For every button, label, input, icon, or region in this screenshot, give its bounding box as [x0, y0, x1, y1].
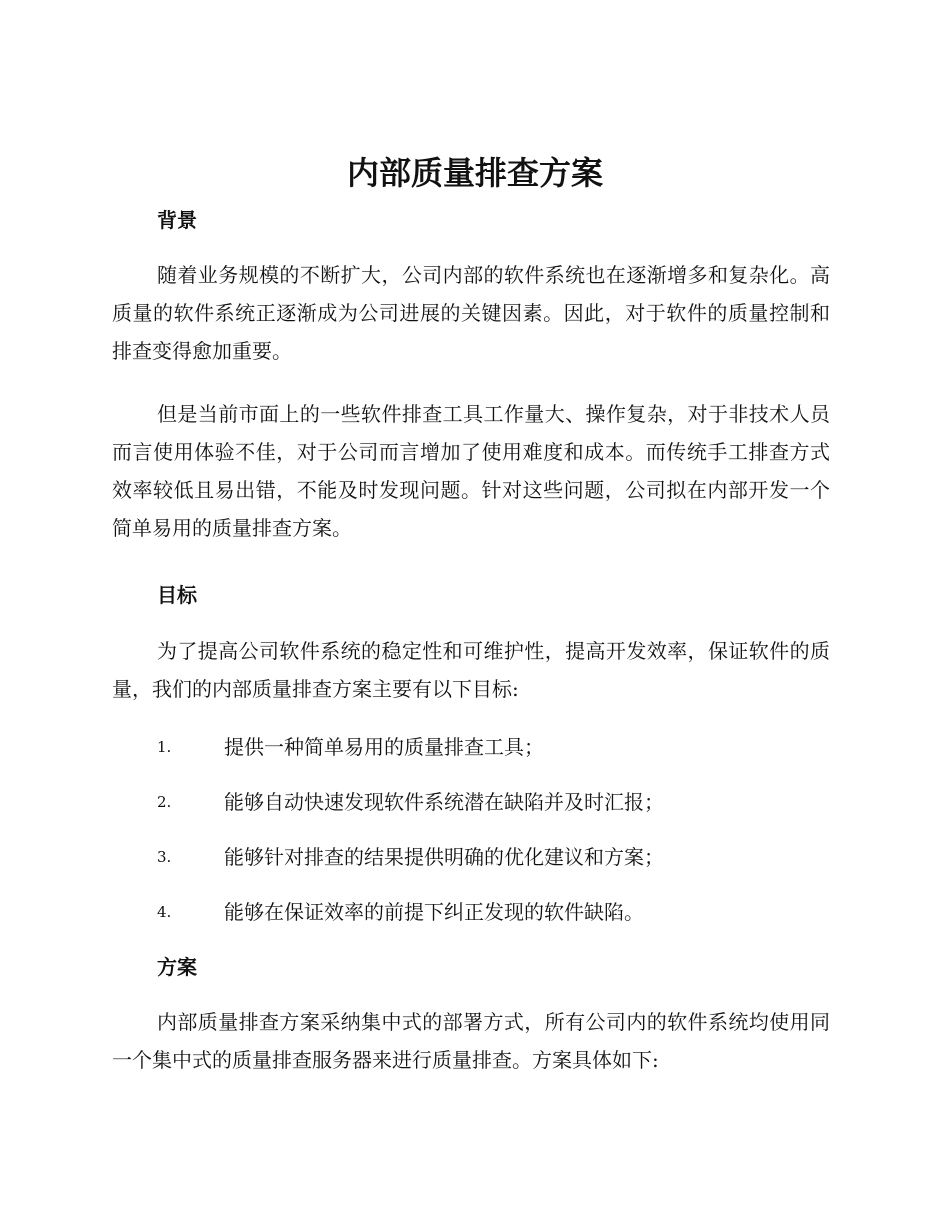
background-paragraph-2: 但是当前市面上的一些软件排查工具工作量大、操作复杂，对于非技术人员而言使用体验不佳，对于公司而言增加了使用难度和成本。而传统手工排查方式效率较低且易出错，不能及时发现问题。针对这些问题，公司拟在内部开发一个简单易用的质量排查方案。 — [112, 402, 830, 540]
list-number: 1. — [157, 738, 172, 756]
background-paragraph-1: 随着业务规模的不断扩大，公司内部的软件系统也在逐渐增多和复杂化。高质量的软件系统正逐渐成为公司进展的关键因素。因此，对于软件的质量控制和排查变得愈加重要。 — [112, 263, 830, 363]
section-heading-plan: 方案 — [157, 955, 197, 979]
section-heading-background: 背景 — [157, 208, 197, 232]
list-number: 3. — [157, 848, 172, 866]
list-number: 2. — [157, 793, 172, 811]
plan-paragraph: 内部质量排查方案采纳集中式的部署方式，所有公司内的软件系统均使用同一个集中式的质量排查服务器来进行质量排查。方案具体如下: — [112, 1010, 830, 1072]
section-heading-goals: 目标 — [157, 583, 197, 607]
list-text: 能够自动快速发现软件系统潜在缺陷并及时汇报； — [224, 790, 664, 814]
list-number: 4. — [157, 903, 172, 921]
document-title: 内部质量排查方案 — [346, 154, 603, 192]
list-text: 能够在保证效率的前提下纠正发现的软件缺陷。 — [224, 900, 644, 924]
list-text: 能够针对排查的结果提供明确的优化建议和方案； — [224, 845, 664, 869]
list-text: 提供一种简单易用的质量排查工具； — [224, 735, 544, 759]
goals-intro-paragraph: 为了提高公司软件系统的稳定性和可维护性，提高开发效率，保证软件的质量，我们的内部质量排查方案主要有以下目标: — [112, 639, 830, 701]
